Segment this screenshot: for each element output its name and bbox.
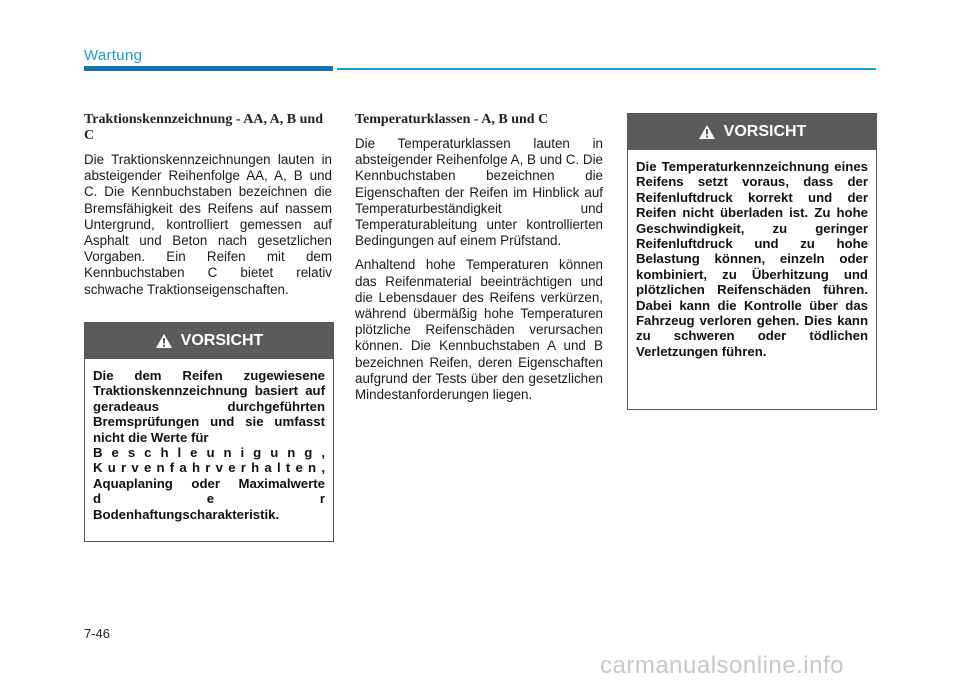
caution-text-a: Die dem Reifen zugewiesene Traktionskennzeichnung basiert auf geradeaus durchgeführten Bremsprüfungen und sie umfasst nicht die Werte für xyxy=(93,368,325,445)
caution-text-d: Aquaplaning oder Maximalwerte xyxy=(93,475,325,491)
caution-box-traction xyxy=(84,322,334,542)
caution-text-f: Bodenhaftungscharakteristik. xyxy=(93,506,280,522)
traction-paragraph: Die Traktionskennzeichnungen lauten in absteigender Reihenfolge AA, A, B und C. Die Kennbuchstaben bezeichnen die Bremsfähigkeit des Reifens auf nassem Untergrund, kontrolliert gemessen auf Asphalt und Beton nach gesetzlichen Vorgaben. Ein Reifen mit dem Kennbuchstaben C bietet relativ schwache Traktionseigenschaften. xyxy=(84,152,332,297)
caution-label: VORSICHT xyxy=(180,332,264,349)
caution-box-temperature xyxy=(627,113,877,410)
section-title: Wartung xyxy=(84,47,143,64)
page-number: 7-46 xyxy=(84,626,111,641)
caution-body xyxy=(85,359,333,532)
caution-text-e: d e r xyxy=(93,491,325,507)
traction-heading: Traktionskennzeichnung - AA, A, B und C xyxy=(84,112,323,143)
caution-text-c: K u r v e n f a h r v e r h a l t e n , xyxy=(93,460,325,476)
caution-header xyxy=(628,114,876,150)
caution-header xyxy=(85,323,333,359)
caution-text-b: B e s c h l e u n i g u n g , xyxy=(93,445,325,461)
middle-column xyxy=(355,112,603,411)
warning-triangle-icon xyxy=(155,333,173,349)
temperature-heading: Temperaturklassen - A, B und C xyxy=(355,112,549,127)
header-bar-dark xyxy=(84,66,333,71)
left-column xyxy=(84,112,332,306)
warning-triangle-icon xyxy=(698,124,716,140)
temperature-paragraph-1: Die Temperaturklassen lauten in absteigender Reihenfolge A, B und C. Die Kennbuchstaben bezeichnen die Eigenschaften der Reifen im Hinblick auf Temperaturbeständigkeit und Temperaturableitung unter kontrollierten Bedingungen auf einem Prüfstand. xyxy=(355,136,603,249)
watermark: carmanualsonline.info xyxy=(600,652,844,679)
temperature-paragraph-2: Anhaltend hohe Temperaturen können das Reifenmaterial beeinträchtigen und die Lebensdauer des Reifens verkürzen, während übermäßig hohe Temperaturen plötzliche Reifenschäden verursachen können. Die Kennbuchstaben A und B bezeichnen Reifen, deren Eigenschaften aufgrund der Tests über den gesetzlichen Mindestanforderungen liegen. xyxy=(355,257,603,403)
caution-body: Die Temperaturkennzeichnung eines Reifens setzt voraus, dass der Reifenluftdruck korrekt und der Reifen nicht überladen ist. Zu hohe Geschwindigkeit, zu geringer Reifenluftdruck und zu hohe Belastung können, einzeln oder kombiniert, zu Überhitzung und plötzlichen Reifenschäden führen. Dabei kann die Kontrolle über das Fahrzeug verloren gehen. Dies kann zu schweren oder tödlichen Verletzungen führen. xyxy=(636,159,868,359)
header-bar-light xyxy=(337,68,876,70)
caution-label: VORSICHT xyxy=(723,123,807,140)
